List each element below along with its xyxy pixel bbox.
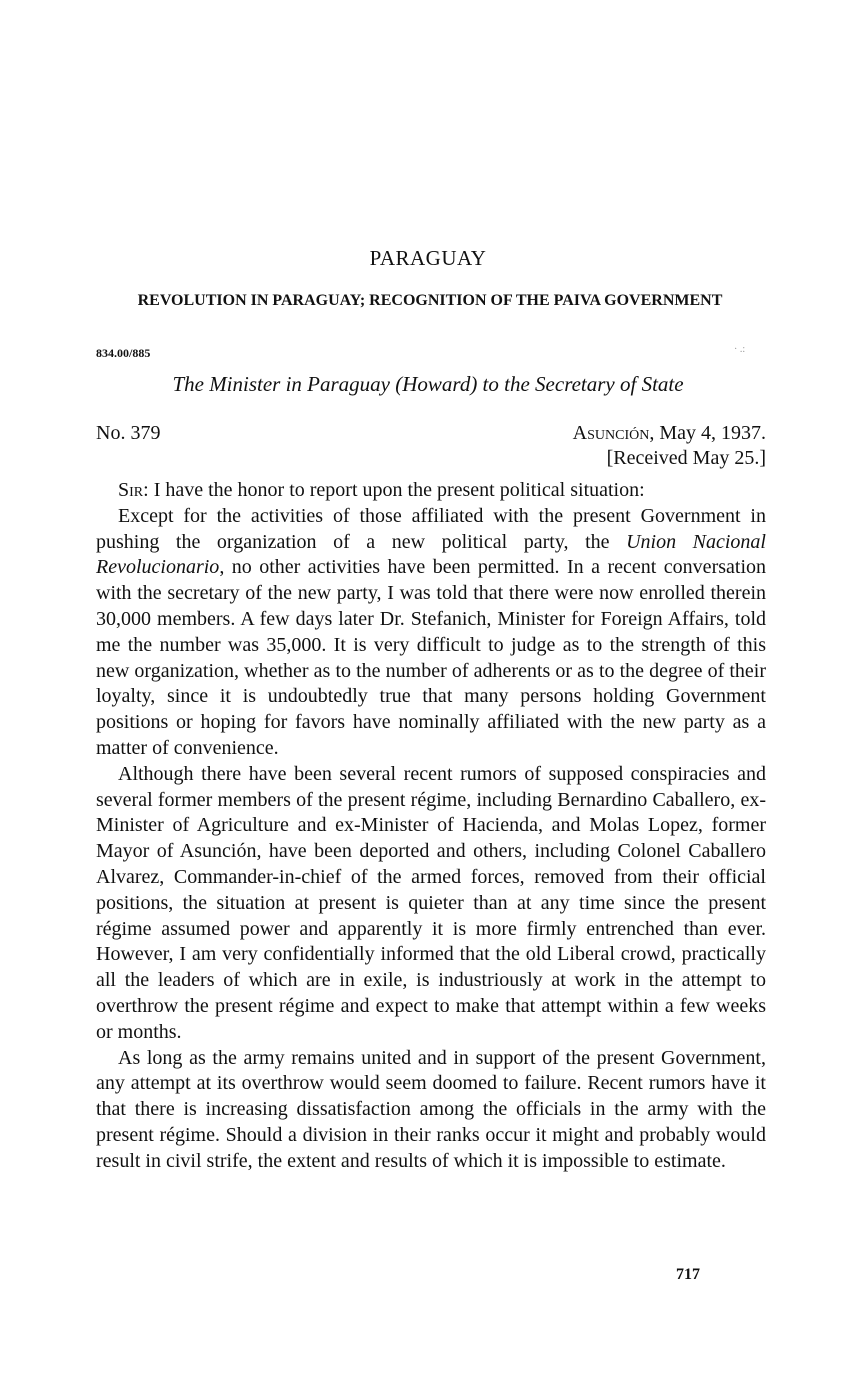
dateline-date: , May 4, 1937. bbox=[649, 422, 766, 444]
received-date: [Received May 25.] bbox=[606, 447, 766, 469]
paragraph-text: Although there have been several recent rumors of supposed conspiracies and several former members of the present régime, including Bernardino Caballero, ex-Minister of Agriculture and ex-Minister of Hacienda, and Molas Lopez, former Mayor of Asunción, have been deported and others, including Colonel Caballero Alvarez, Commander-in-chief of the armed forces, removed from their official positions, the situation at present is quieter than at any time since the present régime assumed power and apparently it is more firmly entrenched than ever. However, I am very confidentially informed that the old Liberal crowd, practically all the leaders of which are in exile, is industriously at work in the attempt to overthrow the present régime and expect to make that attempt within a few weeks or months. bbox=[96, 762, 766, 1043]
salutation: Sir: bbox=[118, 479, 149, 501]
dateline-place: Asunción bbox=[572, 422, 650, 444]
dateline bbox=[573, 422, 766, 445]
file-number: 834.00/885 bbox=[96, 346, 151, 360]
paragraph-text: As long as the army remains united and in support of the present Government, any attempt at its overthrow would seem doomed to failure. Recent rumors have it that there is increasing dissatisfaction among the officials in the army with the present régime. Should a division in their ranks occur it might and probably would result in civil strife, the extent and results of which it is impossible to estimate. bbox=[96, 1046, 766, 1172]
party-name: Union Nacional Revolucionario bbox=[96, 530, 766, 579]
paragraph-text: I have the honor to report upon the present political situation: bbox=[148, 479, 645, 501]
section-heading: REVOLUTION IN PARAGUAY; RECOGNITION OF THE PAIVA GOVERNMENT bbox=[137, 292, 723, 309]
correspondence-header: The Minister in Paraguay (Howard) to the Secretary of State bbox=[172, 372, 684, 396]
paragraph-text: , no other activities have been permitted. In a recent conversation with the secretary of the new party, I was told that there were now enrolled therein 30,000 members. A few days later Dr. Stefanich, Minister for Foreign Affairs, told me the number was 35,000. It is very difficult to judge as to the strength of this new organization, whether as to the number of adherents or as to the degree of their loyalty, since it is undoubtedly true that many persons holding Government positions or hoping for favors have nominally affiliated with the new party as a matter of convenience. bbox=[96, 556, 766, 759]
letter-body bbox=[96, 478, 766, 1175]
country-title: PARAGUAY bbox=[369, 246, 487, 270]
page-number: 717 bbox=[676, 1266, 700, 1283]
paragraph-party bbox=[96, 504, 766, 762]
paragraph-salutation bbox=[96, 478, 766, 504]
paragraph-text: Except for the activities of those affiliated with the present Government in pushing the organization of a new political party, the bbox=[96, 504, 766, 553]
paragraph-army bbox=[96, 1046, 766, 1175]
document-number: No. 379 bbox=[96, 422, 161, 444]
marginal-marks: · .: bbox=[734, 344, 746, 355]
paragraph-rumors bbox=[96, 762, 766, 1046]
